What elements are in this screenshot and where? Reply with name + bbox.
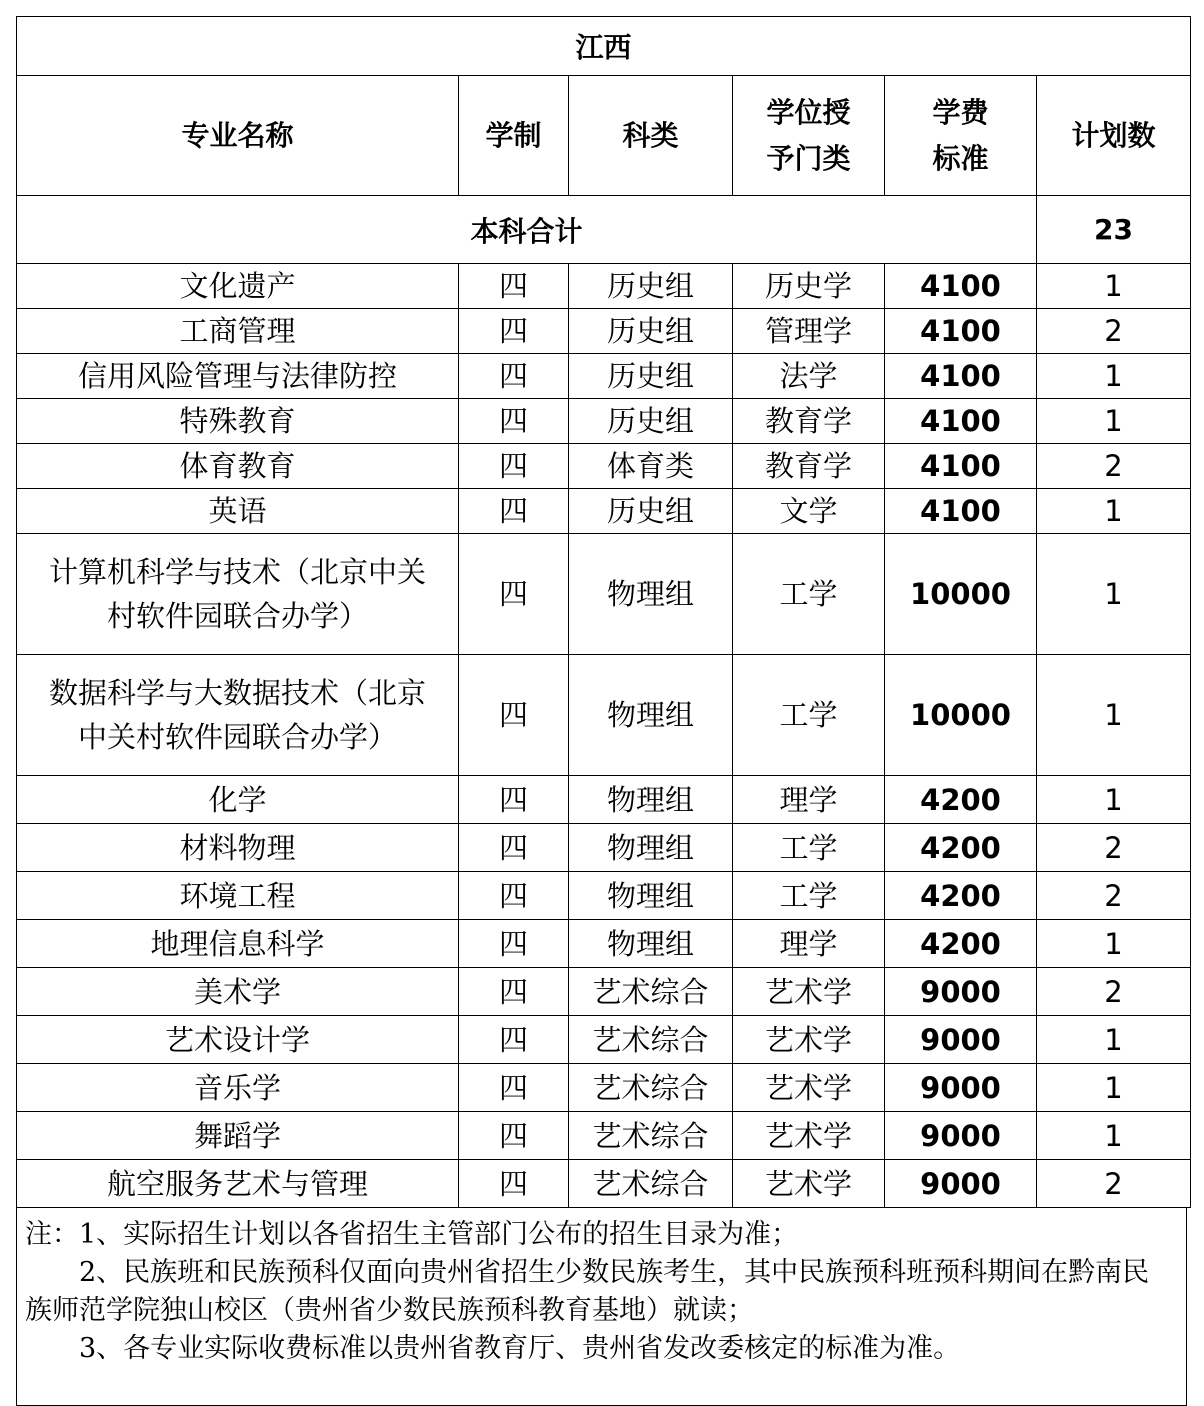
cell-fee: 4100 — [885, 399, 1037, 444]
cell-category: 历史组 — [569, 264, 733, 309]
cell-fee: 4100 — [885, 264, 1037, 309]
cell-degree: 教育学 — [733, 444, 885, 489]
cell-degree: 工学 — [733, 534, 885, 655]
cell-major-line2: 中关村软件园联合办学） — [77, 720, 397, 754]
cell-duration: 四 — [459, 354, 569, 399]
cell-duration: 四 — [459, 1064, 569, 1112]
total-label: 本科合计 — [17, 196, 1037, 264]
cell-duration: 四 — [459, 824, 569, 872]
total-row — [17, 196, 1191, 264]
header-duration: 学制 — [459, 76, 569, 196]
cell-plan: 1 — [1037, 534, 1191, 655]
cell-category: 物理组 — [569, 872, 733, 920]
cell-category: 历史组 — [569, 489, 733, 534]
cell-major: 美术学 — [17, 968, 459, 1016]
cell-duration: 四 — [459, 872, 569, 920]
cell-plan: 1 — [1037, 1064, 1191, 1112]
table-row — [17, 1160, 1191, 1208]
cell-plan: 2 — [1037, 968, 1191, 1016]
header-row — [17, 76, 1191, 196]
cell-plan: 1 — [1037, 1016, 1191, 1064]
table-row — [17, 1016, 1191, 1064]
cell-major: 航空服务艺术与管理 — [17, 1160, 459, 1208]
cell-category: 物理组 — [569, 534, 733, 655]
cell-fee: 9000 — [885, 1112, 1037, 1160]
header-plan: 计划数 — [1037, 76, 1191, 196]
cell-major: 艺术设计学 — [17, 1016, 459, 1064]
cell-major-line2: 村软件园联合办学） — [106, 599, 368, 633]
cell-duration: 四 — [459, 489, 569, 534]
cell-major: 工商管理 — [17, 309, 459, 354]
cell-plan: 1 — [1037, 399, 1191, 444]
cell-duration: 四 — [459, 920, 569, 968]
cell-plan: 1 — [1037, 489, 1191, 534]
table-row — [17, 1064, 1191, 1112]
cell-major: 环境工程 — [17, 872, 459, 920]
header-degree-line2: 予门类 — [766, 141, 851, 175]
cell-plan: 2 — [1037, 824, 1191, 872]
cell-major: 特殊教育 — [17, 399, 459, 444]
cell-plan: 1 — [1037, 655, 1191, 776]
cell-category: 艺术综合 — [569, 1064, 733, 1112]
cell-duration: 四 — [459, 1112, 569, 1160]
cell-plan: 1 — [1037, 1112, 1191, 1160]
cell-major: 化学 — [17, 776, 459, 824]
cell-plan: 1 — [1037, 354, 1191, 399]
cell-category: 历史组 — [569, 399, 733, 444]
cell-category: 艺术综合 — [569, 1160, 733, 1208]
header-fee-line2: 标准 — [932, 141, 989, 175]
note-3: 3、各专业实际收费标准以贵州省教育厅、贵州省发改委核定的标准为准。 — [79, 1333, 961, 1364]
cell-fee: 4200 — [885, 920, 1037, 968]
cell-category: 历史组 — [569, 354, 733, 399]
cell-category: 物理组 — [569, 776, 733, 824]
cell-degree: 教育学 — [733, 399, 885, 444]
cell-duration: 四 — [459, 264, 569, 309]
cell-degree: 文学 — [733, 489, 885, 534]
table-row — [17, 444, 1191, 489]
cell-duration: 四 — [459, 444, 569, 489]
cell-major: 体育教育 — [17, 444, 459, 489]
cell-fee: 4200 — [885, 776, 1037, 824]
cell-major-line1: 计算机科学与技术（北京中关 — [48, 555, 426, 589]
cell-major: 舞蹈学 — [17, 1112, 459, 1160]
cell-degree: 理学 — [733, 776, 885, 824]
cell-degree: 艺术学 — [733, 1112, 885, 1160]
cell-fee: 9000 — [885, 1016, 1037, 1064]
cell-major: 信用风险管理与法律防控 — [17, 354, 459, 399]
cell-fee: 9000 — [885, 1160, 1037, 1208]
header-fee — [885, 76, 1037, 196]
header-fee-line1: 学费 — [932, 95, 989, 129]
cell-fee: 9000 — [885, 1064, 1037, 1112]
cell-plan: 1 — [1037, 264, 1191, 309]
cell-category: 物理组 — [569, 824, 733, 872]
table-row — [17, 655, 1191, 776]
table-row — [17, 354, 1191, 399]
cell-fee: 4100 — [885, 354, 1037, 399]
header-degree — [733, 76, 885, 196]
table-row — [17, 534, 1191, 655]
cell-duration: 四 — [459, 309, 569, 354]
cell-category: 物理组 — [569, 920, 733, 968]
table-row — [17, 1112, 1191, 1160]
cell-major — [17, 534, 459, 655]
cell-degree: 管理学 — [733, 309, 885, 354]
note-2: 2、民族班和民族预科仅面向贵州省招生少数民族考生，其中民族预科班预科期间在黔南民族师范学院独山校区（贵州省少数民族预科教育基地）就读； — [25, 1257, 1150, 1326]
cell-duration: 四 — [459, 655, 569, 776]
cell-duration: 四 — [459, 1016, 569, 1064]
cell-category: 物理组 — [569, 655, 733, 776]
table-row — [17, 872, 1191, 920]
note-1: 注：1、实际招生计划以各省招生主管部门公布的招生目录为准； — [25, 1219, 799, 1250]
table-row — [17, 309, 1191, 354]
admission-plan — [16, 16, 1190, 1406]
cell-category: 艺术综合 — [569, 1112, 733, 1160]
cell-major — [17, 655, 459, 776]
cell-plan: 2 — [1037, 872, 1191, 920]
cell-duration: 四 — [459, 534, 569, 655]
cell-major: 音乐学 — [17, 1064, 459, 1112]
cell-major: 地理信息科学 — [17, 920, 459, 968]
table-row — [17, 776, 1191, 824]
cell-plan: 2 — [1037, 309, 1191, 354]
table-row — [17, 920, 1191, 968]
province-row — [17, 17, 1191, 76]
cell-degree: 理学 — [733, 920, 885, 968]
admission-plan-table — [16, 16, 1191, 1208]
cell-degree: 工学 — [733, 872, 885, 920]
header-degree-line1: 学位授 — [766, 95, 851, 129]
cell-fee: 4100 — [885, 444, 1037, 489]
cell-category: 艺术综合 — [569, 968, 733, 1016]
cell-degree: 工学 — [733, 655, 885, 776]
cell-fee: 4100 — [885, 489, 1037, 534]
cell-major: 材料物理 — [17, 824, 459, 872]
cell-category: 历史组 — [569, 309, 733, 354]
cell-plan: 2 — [1037, 1160, 1191, 1208]
table-row — [17, 489, 1191, 534]
cell-plan: 1 — [1037, 776, 1191, 824]
province-title: 江西 — [17, 17, 1191, 76]
cell-plan: 2 — [1037, 444, 1191, 489]
table-row — [17, 824, 1191, 872]
cell-fee: 10000 — [885, 655, 1037, 776]
cell-fee: 10000 — [885, 534, 1037, 655]
table-row — [17, 968, 1191, 1016]
cell-fee: 4200 — [885, 872, 1037, 920]
header-category: 科类 — [569, 76, 733, 196]
cell-duration: 四 — [459, 968, 569, 1016]
cell-major: 文化遗产 — [17, 264, 459, 309]
cell-major-line1: 数据科学与大数据技术（北京 — [48, 676, 426, 710]
cell-degree: 艺术学 — [733, 968, 885, 1016]
cell-degree: 历史学 — [733, 264, 885, 309]
cell-degree: 工学 — [733, 824, 885, 872]
cell-fee: 9000 — [885, 968, 1037, 1016]
cell-major: 英语 — [17, 489, 459, 534]
cell-duration: 四 — [459, 776, 569, 824]
table-row — [17, 264, 1191, 309]
cell-degree: 艺术学 — [733, 1016, 885, 1064]
table-row — [17, 399, 1191, 444]
cell-category: 体育类 — [569, 444, 733, 489]
cell-degree: 艺术学 — [733, 1160, 885, 1208]
cell-degree: 法学 — [733, 354, 885, 399]
total-value: 23 — [1037, 196, 1191, 264]
cell-duration: 四 — [459, 1160, 569, 1208]
notes-box — [16, 1208, 1187, 1406]
cell-fee: 4200 — [885, 824, 1037, 872]
cell-degree: 艺术学 — [733, 1064, 885, 1112]
header-major: 专业名称 — [17, 76, 459, 196]
cell-category: 艺术综合 — [569, 1016, 733, 1064]
cell-duration: 四 — [459, 399, 569, 444]
cell-fee: 4100 — [885, 309, 1037, 354]
cell-plan: 1 — [1037, 920, 1191, 968]
